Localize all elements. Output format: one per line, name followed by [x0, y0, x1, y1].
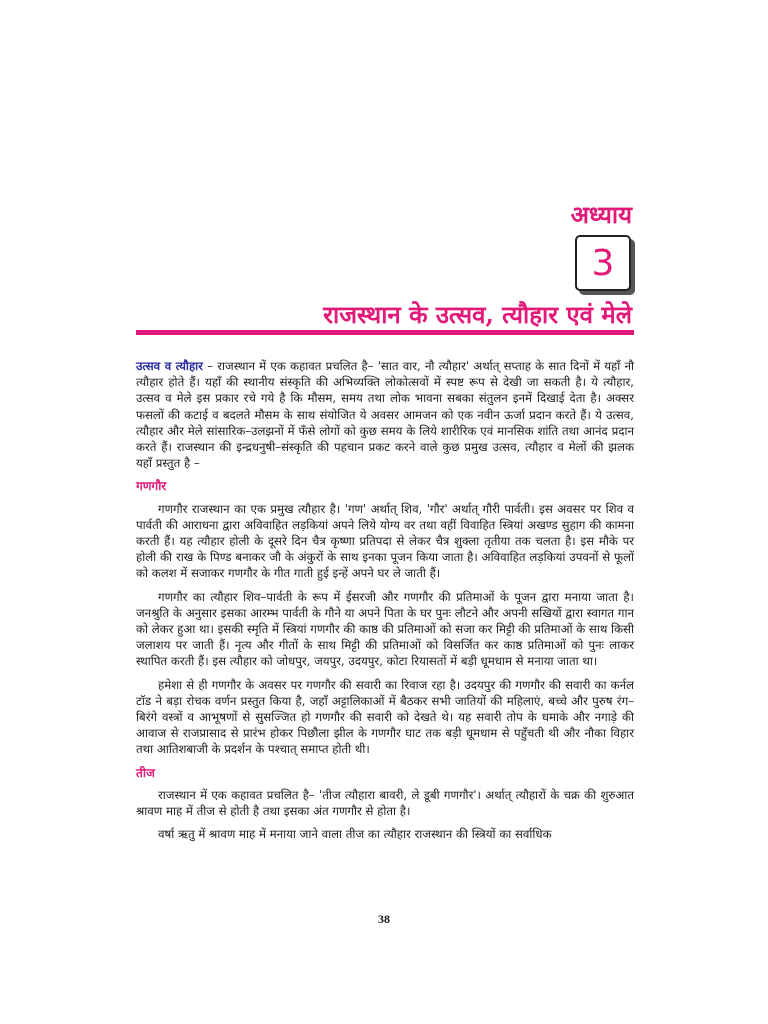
chapter-label: अध्याय — [570, 200, 632, 229]
chapter-number-box — [575, 235, 631, 291]
intro-paragraph — [136, 358, 634, 471]
section-heading-teej: तीज — [136, 765, 155, 780]
section-heading-gangaur: गणगौर — [136, 479, 167, 494]
gangaur-paragraph-1: गणगौर राजस्थान का एक प्रमुख त्यौहार है। 'गण' अर्थात् शिव, 'गौर' अर्थात् गौरी पार्वती। इस अवसर पर शिव व पार्वती की आराधना द्वारा अविवाहित लड़कियां अपने लिये योग्य वर तथा वहीं विवाहित स्त्रियां अखण्ड सुहाग की कामना करती हैं। यह त्यौहार होली के दूसरे दिन चैत्र कृष्णा प्रतिपदा से लेकर चैत्र शुक्ला तृतीया तक चलता है। इस मौके पर होली की राख के पिण्ड बनाकर जौ के अंकुरों के साथ इनका पूजन किया जाता है। अविवाहित लड़कियां उपवनों से फूलों को कलश में सजाकर गणगौर के गीत गाती हुई इन्हें अपने घर ले जाती हैं। — [136, 501, 634, 581]
chapter-number: 3 — [591, 242, 615, 284]
intro-text: – राजस्थान में एक कहावत प्रचलित है– 'सात वार, नौ त्यौहार' अर्थात् सप्ताह के सात दिनों में यहाँ नौ त्यौहार होते हैं। यहाँ की स्थानीय संस्कृति की अभिव्यक्ति लोकोत्सवों में स्पष्ट रूप से देखी जा सकती है। ये त्यौहार, उत्सव व मेले इस प्रकार रचे गये है कि मौसम, समय तथा लोक भावना सबका संतुलन इनमें दिखाई देता है। अक्सर फसलों की कटाई व बदलते मौसम के साथ संयोजित ये अवसर आमजन को एक नवीन ऊर्जा प्रदान करते हैं। ये उत्सव, त्यौहार और मेले सांसारिक–उलझनों में फँसे लोगों को कुछ समय के लिये शारीरिक एवं मानसिक शांति तथा आनंद प्रदान करते हैं। राजस्थान की इन्द्रधनुषी–संस्कृति की पहचान प्रकट करने वाले कुछ प्रमुख उत्सव, त्यौहार व मेलों की झलक यहाँ प्रस्तुत है – — [136, 359, 634, 471]
gangaur-paragraph-3: हमेशा से ही गणगौर के अवसर पर गणगौर की सवारी का रिवाज रहा है। उदयपुर की गणगौर की सवारी का कर्नल टॉड ने बड़ा रोचक वर्णन प्रस्तुत किया है, जहाँ अट्टालिकाओं में बैठकर सभी जातियों की महिलाएं, बच्चे और पुरुष रंग–बिरंगे वस्त्रों व आभूषणों से सुसज्जित हो गणगौर की सवारी को देखते थे। यह सवारी तोप के धमाके और नगाड़े की आवाज से राजप्रासाद से प्रारंभ होकर पिछौला झील के गणगौर घाट तक बड़ी धूमधाम से पहुँचती थी और नौका विहार तथा आतिशबाजी के प्रदर्शन के पश्चात् समाप्त होती थी। — [136, 677, 634, 757]
page-number: 38 — [378, 912, 390, 926]
chapter-body — [136, 358, 634, 849]
teej-paragraph-2: वर्षा ऋतु में श्रावण माह में मनाया जाने वाला तीज का त्यौहार राजस्थान की स्त्रियों का सर्वाधिक — [158, 827, 552, 842]
chapter-title: राजस्थान के उत्सव, त्यौहार एवं मेले — [323, 300, 632, 329]
teej-paragraph-1: राजस्थान में एक कहावत प्रचलित है– 'तीज त्यौहारा बावरी, ले डूबी गणगौर'। अर्थात् त्यौहारों के चक्र की शुरुआत श्रावण माह में तीज से होती है तथा इसका अंत गणगौर से होता है। — [136, 787, 634, 819]
gangaur-paragraph-2: गणगौर का त्यौहार शिव–पार्वती के रूप में ईसरजी और गणगौर की प्रतिमाओं के पूजन द्वारा मनाया जाता है। जनश्रुति के अनुसार इसका आरम्भ पार्वती के गौने या अपने पिता के घर पुनः लौटने और अपनी सखियों द्वारा स्वागत गान को लेकर हुआ था। इसकी स्मृति में स्त्रियां गणगौर की काष्ठ की प्रतिमाओं को सजा कर मिट्टी की प्रतिमाओं के साथ किसी जलाशय पर जाती हैं। नृत्य और गीतों के साथ मिट्टी की प्रतिमाओं को विसर्जित कर काष्ठ प्रतिमाओं को पुनः लाकर स्थापित करती हैं। इस त्यौहार को जोधपुर, जयपुर, उदयपुर, कोटा रियासतों में बड़ी धूमधाम से मनाया जाता था। — [136, 589, 634, 669]
title-divider — [136, 330, 634, 335]
intro-term: उत्सव व त्यौहार — [136, 359, 203, 373]
